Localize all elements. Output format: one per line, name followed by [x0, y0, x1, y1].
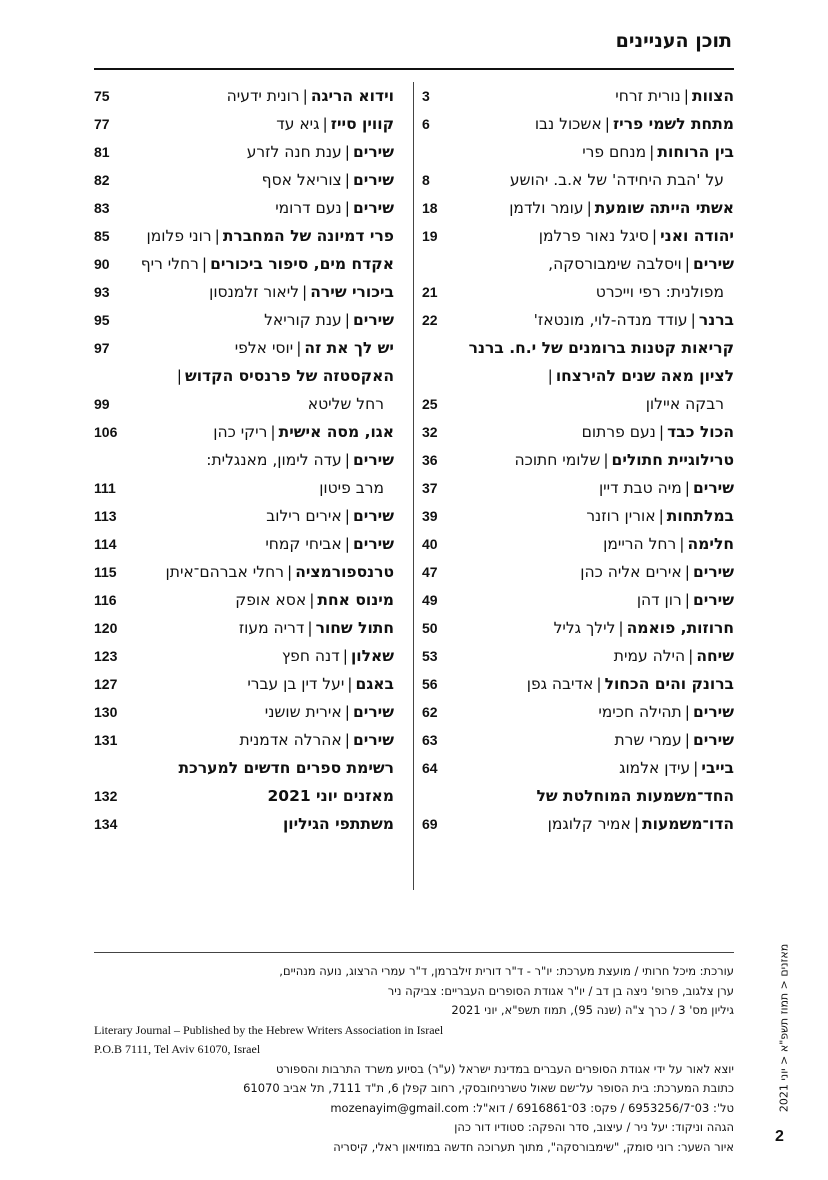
- toc-section-title: ברונק והים הכחול: [604, 675, 734, 693]
- colophon-line: כתובת המערכת: בית הסופר על־שם שאול טשרניחובסקי, רחוב קפלן 6, ת"ד 7111, תל אביב 61070: [243, 1081, 734, 1095]
- toc-page-number: 47: [422, 564, 438, 580]
- toc-section-title: שירים: [692, 563, 734, 581]
- toc-page-number: 115: [94, 564, 117, 580]
- toc-author: רוני פלומן: [146, 227, 212, 245]
- toc-entry: [422, 138, 734, 194]
- colophon-line: יוצא לאור על ידי אגודת הסופרים העברים במדינת ישראל (ע"ר) בסיוע משרד התרבות והספורט: [275, 1061, 734, 1076]
- toc-author: אורין רוזנר: [586, 507, 656, 525]
- toc-column-right: [422, 82, 734, 838]
- toc-page-number: 77: [94, 116, 110, 132]
- toc-section-title: אקדח מים, סיפור ביכורים: [210, 255, 394, 273]
- toc-author: אסא אופק: [235, 591, 307, 609]
- toc-section-title: שירים: [352, 507, 394, 525]
- toc-section-title: מינוס אחת: [317, 591, 394, 609]
- toc-author: גיא עד: [276, 115, 320, 133]
- toc-section-title: בייבי: [701, 759, 734, 777]
- toc-author: עודד מנדה-לוי, מונטאז': [533, 311, 688, 329]
- toc-entry: [94, 810, 394, 838]
- toc-entry: [422, 614, 734, 642]
- toc-entry: [94, 670, 394, 698]
- toc-page-number: 50: [422, 620, 438, 636]
- toc-entry: [94, 530, 394, 558]
- toc-page-number: 56: [422, 676, 438, 692]
- toc-entry: [422, 306, 734, 334]
- toc-separator: |: [344, 535, 350, 553]
- toc-author: אירים אליה כהן: [580, 563, 682, 581]
- toc-separator: |: [322, 115, 328, 133]
- toc-author: לילך גליל: [553, 619, 616, 637]
- toc-section-title: שירים: [692, 731, 734, 749]
- toc-author: אירית שושני: [264, 703, 342, 721]
- toc-page-number: 39: [422, 508, 438, 524]
- toc-separator: |: [684, 731, 690, 749]
- toc-page-number: 49: [422, 592, 438, 608]
- toc-author: סיגל נאור פרלמן: [538, 227, 649, 245]
- toc-author: עמרי שרת: [614, 731, 682, 749]
- toc-page-number: 19: [422, 228, 438, 244]
- toc-separator: |: [344, 311, 350, 329]
- running-header-text: מאזנים < תמוז תשפ"א < יוני 2021: [777, 943, 791, 1112]
- toc-subtitle: רחל שליטא: [307, 395, 384, 413]
- toc-page-number: 130: [94, 704, 118, 720]
- toc-entry: [422, 82, 734, 110]
- toc-section-title: האקסטזה של פרנסיס הקדוש: [184, 367, 394, 385]
- toc-entry: [94, 82, 394, 110]
- toc-separator: |: [347, 675, 353, 693]
- toc-page-number: 3: [422, 88, 430, 104]
- toc-entry: [422, 334, 734, 418]
- toc-page-number: 75: [94, 88, 110, 104]
- toc-section-title: שירים: [352, 199, 394, 217]
- toc-entry: [94, 502, 394, 530]
- toc-separator: |: [344, 199, 350, 217]
- toc-separator: |: [344, 171, 350, 189]
- toc-author: עדה לימון, מאנגלית:: [206, 451, 342, 469]
- toc-separator: |: [658, 507, 664, 525]
- toc-author: ליאור זלמנסון: [209, 283, 300, 301]
- toc-author: עידן אלמוג: [619, 759, 691, 777]
- toc-page-number: 69: [422, 816, 438, 832]
- toc-entry: [422, 754, 734, 782]
- toc-separator: |: [586, 199, 592, 217]
- toc-author: רון דהן: [636, 591, 682, 609]
- toc-author: ענת קוריאל: [264, 311, 342, 329]
- toc-section-title: קריאות קטנות ברומנים של י.ח. ברנר לציון מאה שנים להירצחו: [468, 339, 734, 385]
- toc-section-title: טרילוגיית חתולים: [611, 451, 734, 469]
- toc-section-title: רשימת ספרים חדשים למערכת מאזנים יוני 2021: [178, 759, 394, 805]
- toc-separator: |: [307, 619, 313, 637]
- toc-page-number: 106: [94, 424, 118, 440]
- toc-section-title: שירים: [352, 171, 394, 189]
- toc-section-title: חתול שחור: [315, 619, 394, 637]
- page-title: תוכן העניינים: [615, 30, 732, 52]
- toc-separator: |: [344, 507, 350, 525]
- toc-section-title: ביכורי שירה: [310, 283, 394, 301]
- toc-page-number: 40: [422, 536, 438, 552]
- toc-section-title: שירים: [692, 255, 734, 273]
- colophon-english-line: P.O.B 7111, Tel Aviv 61070, Israel: [94, 1042, 261, 1056]
- toc-separator: |: [688, 647, 694, 665]
- toc-separator: |: [684, 479, 690, 497]
- colophon-english-line: Literary Journal – Published by the Hebrew Writers Association in Israel: [94, 1022, 444, 1037]
- toc-section-title: יש לך את זה: [304, 339, 394, 357]
- toc-section-title: שירים: [352, 311, 394, 329]
- toc-separator: |: [603, 451, 609, 469]
- toc-subtitle: מפולנית: רפי וייכרט: [595, 283, 724, 301]
- toc-section-title: משתתפי הגיליון: [282, 815, 394, 833]
- toc-section-title: במלתחות: [666, 507, 734, 525]
- toc-page-number: 113: [94, 508, 117, 524]
- toc-separator: |: [344, 731, 350, 749]
- toc-page-number: 114: [94, 536, 117, 552]
- toc-page-number: 132: [94, 788, 118, 804]
- toc-page-number: 8: [422, 172, 430, 188]
- toc-page-number: 22: [422, 312, 438, 328]
- toc-entry: [422, 642, 734, 670]
- toc-separator: |: [201, 255, 208, 273]
- toc-section-title: יהודה ואני: [660, 227, 734, 245]
- toc-section-title: טרנספורמציה: [295, 563, 394, 581]
- toc-page-number: 53: [422, 648, 438, 664]
- toc-author: צוריאל אסף: [261, 171, 342, 189]
- toc-entry: [422, 446, 734, 474]
- toc-page-number: 32: [422, 424, 438, 440]
- toc-page-number: 21: [422, 284, 438, 300]
- toc-section-title: שירים: [692, 479, 734, 497]
- toc-section-title: שירים: [352, 731, 394, 749]
- toc-section-title: קווין סייז: [330, 115, 394, 133]
- toc-entry: [94, 194, 394, 222]
- toc-separator: |: [618, 619, 624, 637]
- toc-page-number: 37: [422, 480, 438, 496]
- toc-section-title: פרי דמיונה של המחברת: [222, 227, 394, 245]
- toc-separator: |: [342, 647, 348, 665]
- toc-page-number: 85: [94, 228, 110, 244]
- toc-author: אהרלה אדמנית: [239, 731, 342, 749]
- toc-separator: |: [633, 815, 640, 833]
- toc-page-number: 90: [94, 256, 110, 272]
- toc-page-number: 64: [422, 760, 438, 776]
- toc-author: יוסי אלפי: [234, 339, 294, 357]
- toc-section-title: אשתי הייתה שומעת: [594, 199, 734, 217]
- toc-page-number: 131: [94, 732, 118, 748]
- toc-entry: [94, 418, 394, 446]
- colophon-line: הגהה וניקוד: יעל ניר / עיצוב, סדר והפקה: סטודיו דור כהן: [454, 1120, 734, 1134]
- toc-section-title: אגו, מסה אישית: [278, 423, 394, 441]
- toc-section-title: חלימה: [687, 535, 734, 553]
- toc-section-title: שירים: [352, 535, 394, 553]
- bottom-divider: [94, 952, 734, 953]
- toc-entry: [94, 446, 394, 502]
- toc-separator: |: [596, 675, 602, 693]
- toc-author: רונית ידעיה: [226, 87, 300, 105]
- toc-separator: |: [176, 367, 182, 385]
- toc-author: הילה עמית: [613, 647, 686, 665]
- toc-page-number: 127: [94, 676, 118, 692]
- toc-separator: |: [296, 339, 302, 357]
- toc-entry: [422, 726, 734, 754]
- toc-entry: [422, 250, 734, 306]
- toc-author: אשכול נבו: [534, 115, 602, 133]
- toc-entry: [94, 558, 394, 586]
- toc-entry: [422, 222, 734, 250]
- toc-author: רחל הריימן: [603, 535, 677, 553]
- toc-entry: [422, 698, 734, 726]
- toc-author: יעל דין בן עברי: [247, 675, 345, 693]
- toc-entry: [94, 138, 394, 166]
- toc-page-number: 25: [422, 396, 438, 412]
- toc-entry: [94, 166, 394, 194]
- toc-entry: [422, 782, 734, 838]
- toc-page-number: 83: [94, 200, 110, 216]
- toc-entry: [422, 110, 734, 138]
- toc-author: שלומי חתוכה: [514, 451, 601, 469]
- running-header: [777, 943, 791, 1112]
- toc-entry: [422, 474, 734, 502]
- toc-separator: |: [604, 115, 610, 133]
- toc-entry: [422, 530, 734, 558]
- toc-page-number: 120: [94, 620, 118, 636]
- toc-author: רחלי ריף: [140, 255, 199, 273]
- toc-entry: [94, 110, 394, 138]
- toc-author: ויסלבה שימבורסקה,: [548, 255, 682, 273]
- colophon-line: איור השער: רוני סומק, "שימבורסקה", מתוך תערוכה חדשה במוזיאון ראלי, קיסריה: [333, 1139, 734, 1154]
- colophon: [94, 962, 734, 1157]
- toc-entry: [94, 278, 394, 306]
- toc-separator: |: [309, 591, 315, 609]
- toc-author: אמיר קלוגמן: [547, 815, 631, 833]
- toc-page-number: 18: [422, 200, 438, 216]
- toc-separator: |: [270, 423, 276, 441]
- toc-subtitle: מרב פיטון: [319, 479, 384, 497]
- toc-separator: |: [649, 143, 655, 161]
- toc-entry: [94, 698, 394, 726]
- toc-entry: [94, 222, 394, 250]
- toc-separator: |: [302, 283, 308, 301]
- toc-separator: |: [658, 423, 665, 441]
- toc-separator: |: [679, 535, 685, 553]
- toc-separator: |: [683, 87, 689, 105]
- column-divider: [413, 82, 414, 890]
- toc-author: נעם פרתום: [581, 423, 656, 441]
- toc-entry: [94, 334, 394, 362]
- toc-separator: |: [684, 563, 690, 581]
- toc-entry: [94, 306, 394, 334]
- toc-entry: [94, 362, 394, 418]
- toc-separator: |: [302, 87, 308, 105]
- toc-page-number: 116: [94, 592, 117, 608]
- toc-page-number: 82: [94, 172, 110, 188]
- toc-section-title: וידוא הריגה: [310, 87, 394, 105]
- colophon-line: טל': 03־6953256/7 / פקס: 03־6916861 / דוא"ל: mozenayim@gmail.com: [330, 1100, 734, 1115]
- toc-page-number: 134: [94, 816, 118, 832]
- toc-page-number: 93: [94, 284, 110, 300]
- toc-page-number: 123: [94, 648, 118, 664]
- toc-separator: |: [693, 759, 699, 777]
- toc-page-number: 95: [94, 312, 110, 328]
- toc-separator: |: [286, 563, 293, 581]
- toc-section-title: שיחה: [696, 647, 734, 665]
- toc-entry: [94, 614, 394, 642]
- toc-separator: |: [684, 703, 690, 721]
- toc-separator: |: [214, 227, 220, 245]
- page-number: 2: [775, 1128, 784, 1145]
- toc-entry: [422, 586, 734, 614]
- toc-entry: [94, 586, 394, 614]
- toc-separator: |: [344, 703, 350, 721]
- toc-page-number: 81: [94, 144, 110, 160]
- toc-page-number: 63: [422, 732, 438, 748]
- toc-author: ענת חנה לזרע: [246, 143, 342, 161]
- toc-section-title: ברנר: [698, 311, 734, 329]
- toc-section-title: באגם: [355, 675, 394, 693]
- toc-entry: [422, 502, 734, 530]
- toc-section-title: שירים: [352, 451, 394, 469]
- toc-column-left: [94, 82, 394, 838]
- toc-page-number: 62: [422, 704, 438, 720]
- toc-separator: |: [344, 143, 350, 161]
- toc-author: נורית זרחי: [615, 87, 681, 105]
- toc-author: דנה חפץ: [281, 647, 340, 665]
- toc-section-title: בין הרוחות: [657, 143, 734, 161]
- colophon-line: ערן צלגוב, פרופ' ניצה בן דב / יו"ר אגודת הסופרים העבריים: צביקה ניר: [387, 983, 734, 998]
- toc-author: תהילה חכימי: [598, 703, 682, 721]
- toc-entry: [422, 670, 734, 698]
- toc-page-number: 6: [422, 116, 430, 132]
- toc-section-title: חרוזות, פואמה: [626, 619, 734, 637]
- toc-separator: |: [344, 451, 350, 469]
- toc-author: מנחם פרי: [582, 143, 647, 161]
- toc-entry: [94, 642, 394, 670]
- toc-section-title: שאלון: [350, 647, 394, 665]
- top-divider: [94, 68, 734, 70]
- toc-entry: [422, 194, 734, 222]
- toc-separator: |: [690, 311, 696, 329]
- toc-entry: [422, 558, 734, 586]
- toc-author: אביחי קמחי: [265, 535, 342, 553]
- toc-separator: |: [684, 255, 690, 273]
- toc-author: רחלי אברהם־איתן: [165, 563, 284, 581]
- toc-entry: [94, 754, 394, 810]
- toc-section-title: שירים: [352, 703, 394, 721]
- toc-author: ריקי כהן: [213, 423, 268, 441]
- toc-section-title: שירים: [692, 591, 734, 609]
- toc-entry: [94, 250, 394, 278]
- toc-separator: |: [547, 367, 553, 385]
- toc-page-number: 111: [94, 480, 116, 496]
- toc-section-title: שירים: [352, 143, 394, 161]
- toc-page-number: 99: [94, 396, 110, 412]
- colophon-line: גיליון מס' 3 / כרך צ"ה (שנה 95), תמוז תשפ"א, יוני 2021: [451, 1003, 734, 1017]
- toc-section-title: הצוות: [692, 87, 734, 105]
- toc-section-title: שירים: [692, 703, 734, 721]
- toc-author: דריה מעוז: [238, 619, 305, 637]
- colophon-line: עורכת: מיכל חרותי / מועצת מערכת: יו"ר - ד"ר דורית זילברמן, ד"ר עמרי הרצוג, נועה מנהיים,: [279, 964, 734, 978]
- toc-author: עומר ולדמן: [509, 199, 584, 217]
- toc-author: מיה טבת דיין: [598, 479, 682, 497]
- toc-entry: [422, 418, 734, 446]
- toc-separator: |: [651, 227, 658, 245]
- toc-author: נעם דרומי: [275, 199, 342, 217]
- toc-section-title: מתחת לשמי פריז: [612, 115, 734, 133]
- toc-author: אדיבה גפן: [526, 675, 594, 693]
- toc-subtitle: רבקה איילון: [645, 395, 724, 413]
- toc-section-title: החד־משמעות המוחלטת של הדו־משמעות: [536, 787, 734, 833]
- toc-entry: [94, 726, 394, 754]
- toc-author: אירים רילוב: [266, 507, 342, 525]
- toc-subtitle: על 'הבת היחידה' של א.ב. יהושע: [509, 171, 724, 189]
- toc-section-title: הכול כבד: [667, 423, 734, 441]
- toc-page-number: 36: [422, 452, 438, 468]
- toc-separator: |: [684, 591, 690, 609]
- toc-page-number: 97: [94, 340, 110, 356]
